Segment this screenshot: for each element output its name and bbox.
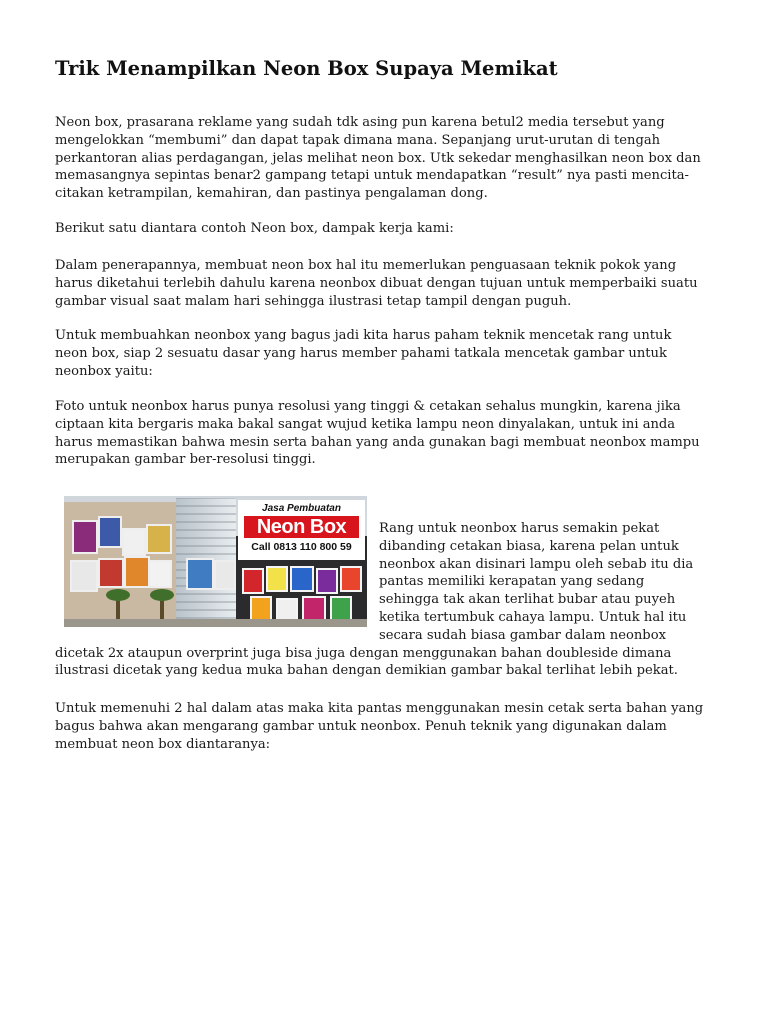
advert-sign [238,500,365,560]
neon-box-advert-image [64,496,367,627]
paragraph-print-density: Rang untuk neonbox harus semakin pekat dibanding cetakan biasa, karena pelan untuk neonbox akan disinari lampu oleh sebab itu dia pantas memiliki kerapatan yang sedang sehingga tak akan terlihat bubar atau puyeh ketika tertumbuk cahaya lampu. Untuk hal itu secara sudah biasa gambar dalam neonbox dicetak 2x ataupun overprint juga bisa juga dengan menggunakan bahan doubleside dimana ilustrasi dicetak yang kedua muka bahan dengan demikian gambar bakal terlihat lebih pekat. [55,521,694,679]
paragraph-photo-resolution: Foto untuk neonbox harus punya resolusi yang tinggi & cetakan sehalus mungkin, karena jika ciptaan kita bergaris maka bakal sangat wujud ketika lampu neon dinyalakan, untuk ini anda harus memastikan bahwa mesin serta bahan yang anda gunakan bagi membuat neonbox mampu merupakan gambar ber-resolusi tinggi. [55,399,700,468]
paragraph-technique: Untuk membuahkan neonbox yang bagus jadi kita harus paham teknik mencetak rang untuk neon box, siap 2 sesuatu dasar yang harus member pahami tatkala mencetak gambar untuk neonbox yaitu: [55,328,672,379]
paragraph-conclusion: Untuk memenuhi 2 hal dalam atas maka kita pantas menggunakan mesin cetak serta bahan yang bagus bahwa akan mengarang gambar untuk neonbox. Penuh teknik yang digunakan dalam membuat neon box diantaranya: [55,701,704,752]
sign-subtitle: Jasa Pembuatan [262,503,341,514]
paragraph-intro: Neon box, prasarana reklame yang sudah tdk asing pun karena betul2 media tersebut yang mengelokkan “membumi” dan dapat tapak dimana mana. Sepanjang urut-urutan di tengah perkantoran alias perdagangan, jelas melihat neon box. Utk sekedar menghasilkan neon box dan memasangnya sepintas benar2 gampang tetapi untuk mendapatkan “result” nya pasti mencita-citakan ketrampilan, kemahiran, dan pastinya pengalaman dong. [55,115,701,202]
image-text-block [55,503,705,680]
paragraph-example-intro: Berikut satu diantara contoh Neon box, dampak kerja kami: [55,221,454,236]
sign-phone: Call 0813 110 800 59 [251,541,352,553]
sign-title: Neon Box [244,516,359,538]
page-title: Trik Menampilkan Neon Box Supaya Memikat [55,57,558,80]
paragraph-application: Dalam penerapannya, membuat neon box hal itu memerlukan penguasaan teknik pokok yang harus diketahui terlebih dahulu karena neonbox dibuat dengan tujuan untuk memperbaiki suatu gambar visual saat malam hari sehingga ilustrasi tetap tampil dengan puguh. [55,258,698,309]
